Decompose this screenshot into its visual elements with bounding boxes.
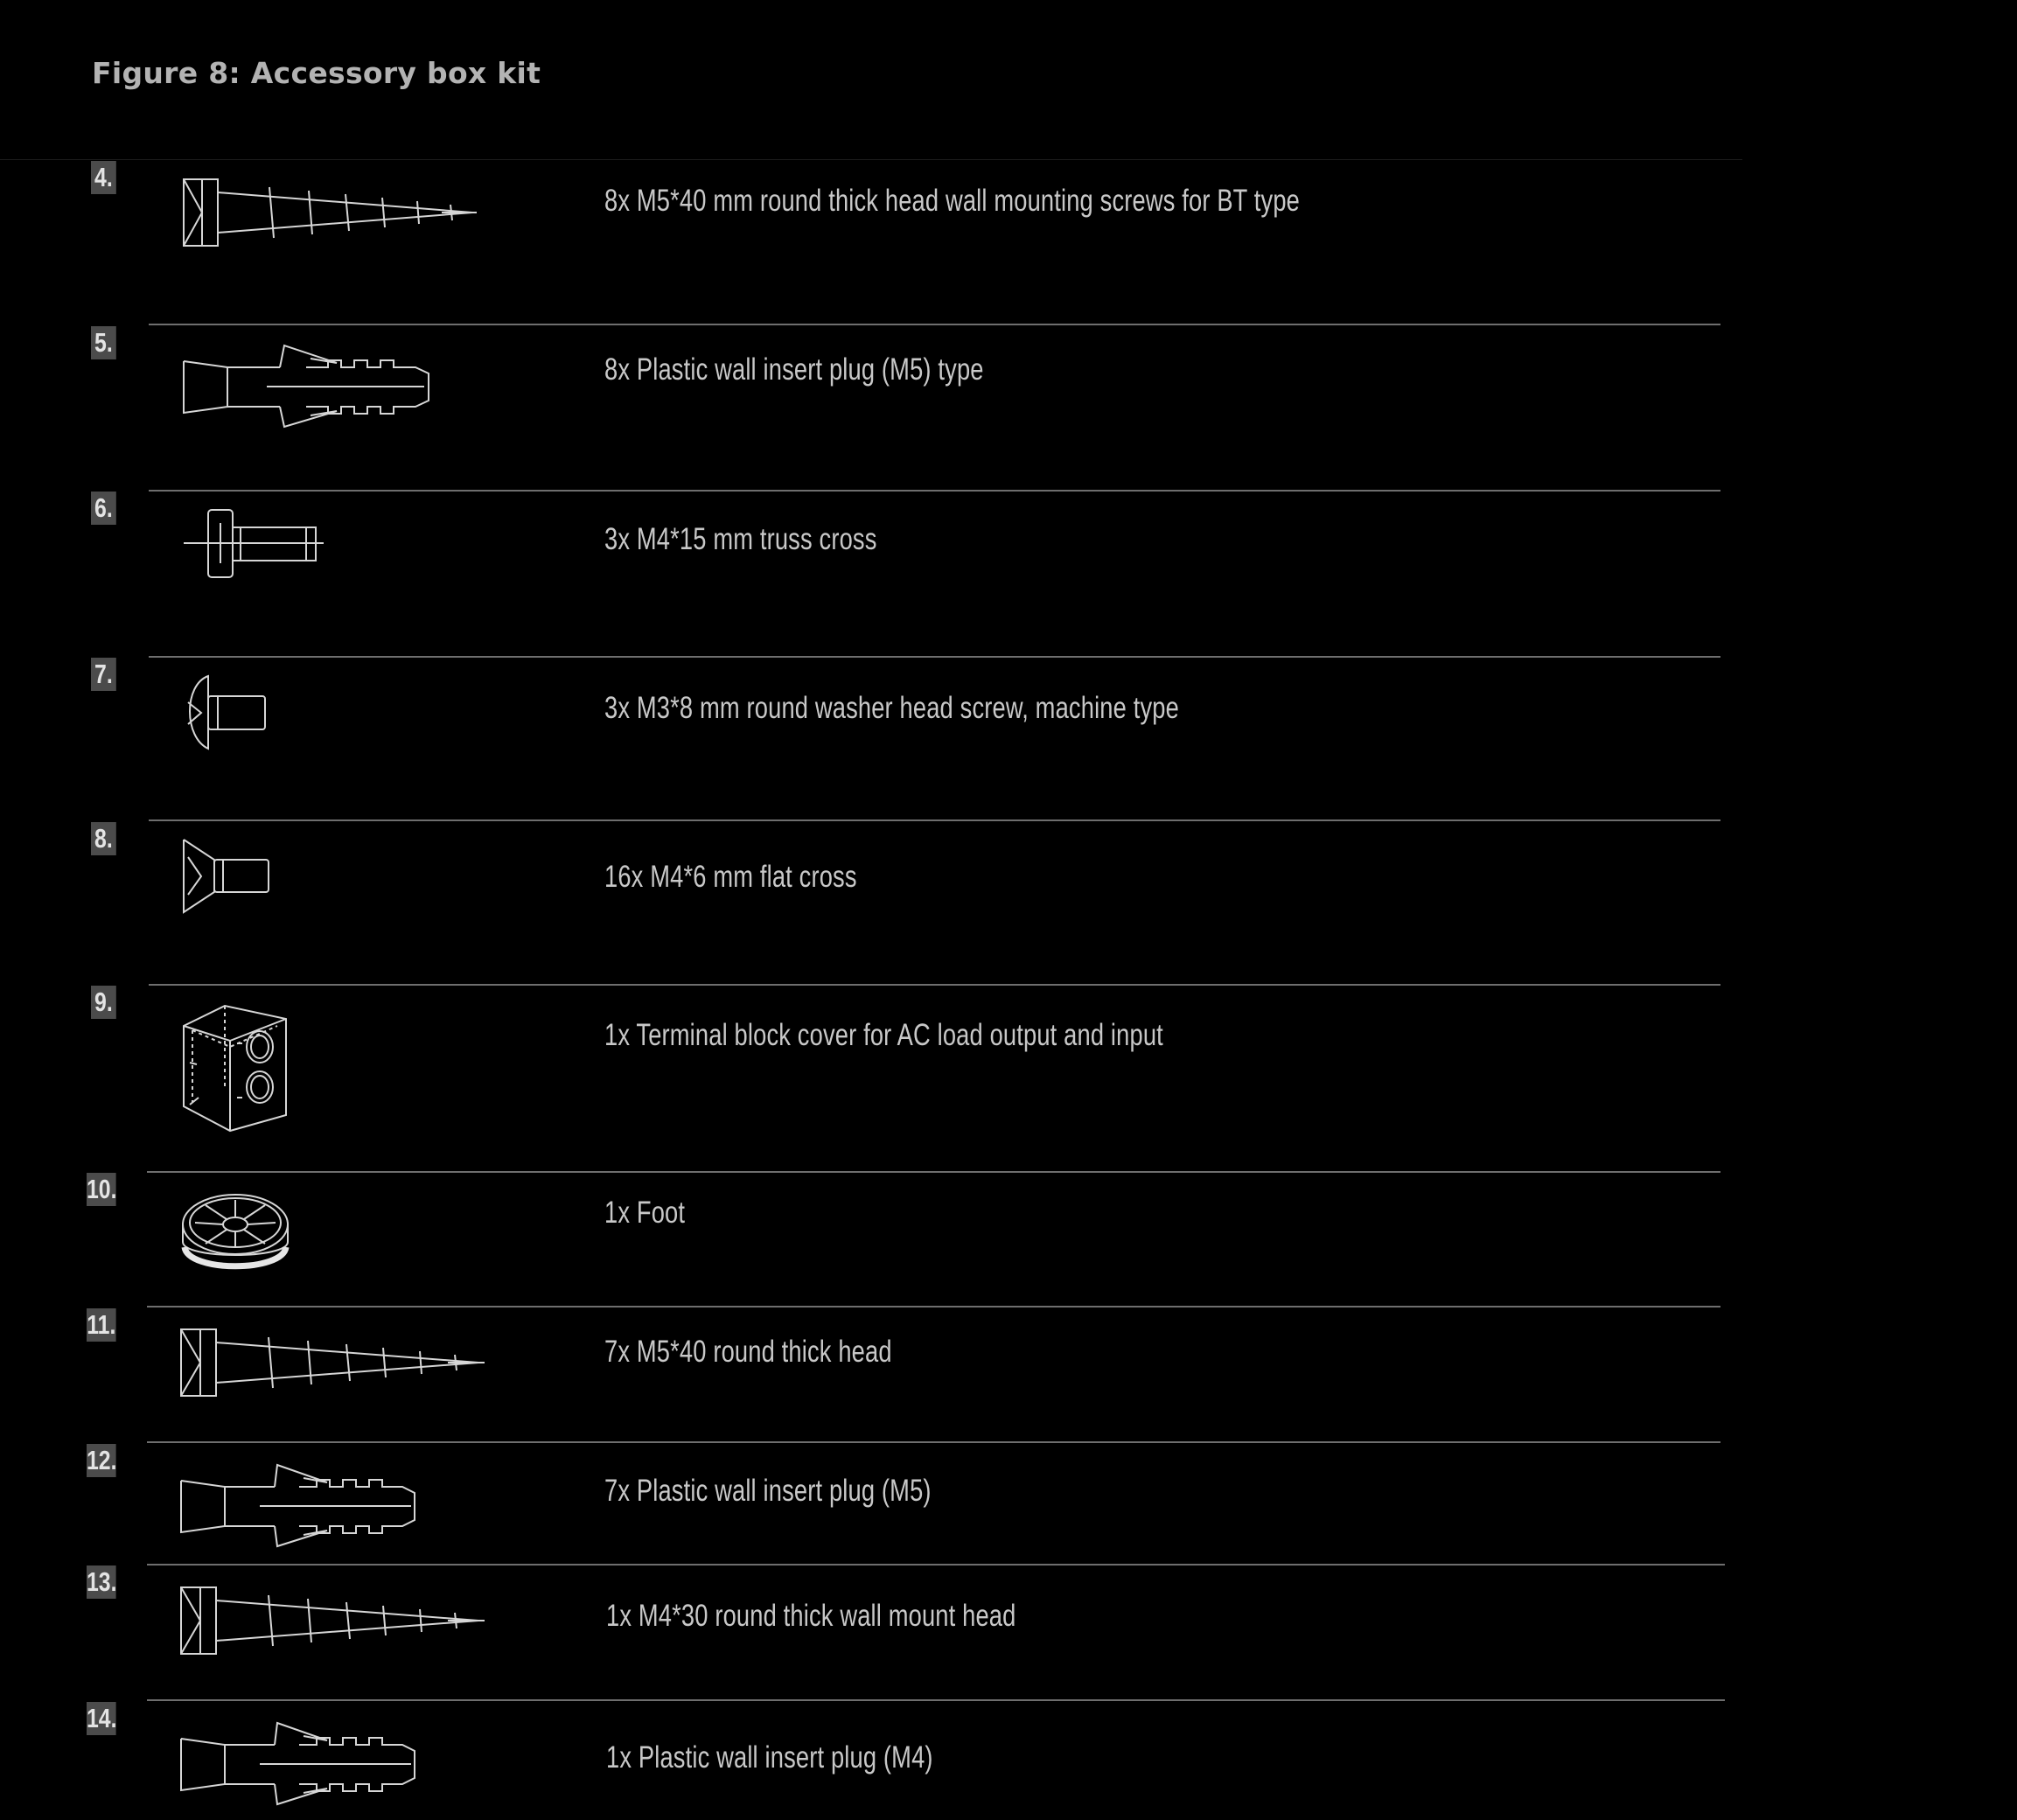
header-divider — [0, 159, 1742, 160]
item-number: 5. — [91, 326, 116, 359]
wall-plug-icon — [177, 1719, 430, 1806]
item-number: 9. — [91, 986, 116, 1019]
item-description: 8x M5*40 mm round thick head wall mounting screws for BT type — [604, 184, 1301, 218]
terminal-cover-icon — [179, 1001, 293, 1133]
item-description: 7x Plastic wall insert plug (M5) — [604, 1474, 932, 1508]
item-description: 3x M3*8 mm round washer head screw, machine type — [604, 691, 1179, 725]
row-divider — [149, 490, 1720, 492]
item-number: 7. — [91, 658, 116, 691]
washer-head-screw-icon — [179, 672, 276, 755]
item-number: 14. — [87, 1703, 117, 1733]
item-description: 1x Plastic wall insert plug (M4) — [606, 1740, 933, 1775]
item-description: 1x Terminal block cover for AC load output and input — [604, 1018, 1163, 1052]
item-description: 7x M5*40 round thick head — [604, 1335, 892, 1369]
wood-screw-icon — [177, 1583, 492, 1662]
item-number: 10. — [87, 1174, 117, 1204]
item-description: 1x Foot — [604, 1196, 686, 1230]
wall-plug-icon — [177, 1461, 430, 1548]
row-divider — [147, 1699, 1725, 1701]
row-divider — [149, 324, 1720, 325]
row-divider — [147, 1441, 1720, 1443]
row-divider — [149, 984, 1720, 986]
figure-title: Figure 8: Accessory box kit — [92, 56, 541, 90]
flat-screw-icon — [179, 835, 280, 918]
item-description: 16x M4*6 mm flat cross — [604, 860, 857, 894]
wood-screw-icon — [179, 175, 485, 254]
truss-screw-icon — [179, 506, 328, 584]
foot-icon — [179, 1189, 293, 1281]
item-number: 12. — [87, 1445, 117, 1475]
item-number: 4. — [91, 161, 116, 194]
wall-plug-icon — [179, 341, 442, 429]
row-divider — [147, 1306, 1720, 1307]
item-description: 3x M4*15 mm truss cross — [604, 522, 877, 556]
wood-screw-icon — [177, 1325, 492, 1404]
item-description: 1x M4*30 round thick wall mount head — [606, 1599, 1016, 1633]
row-divider — [149, 819, 1720, 821]
item-number: 8. — [91, 822, 116, 855]
item-number: 13. — [87, 1566, 117, 1597]
item-number: 11. — [87, 1309, 116, 1340]
item-number: 6. — [91, 492, 116, 525]
item-description: 8x Plastic wall insert plug (M5) type — [604, 352, 984, 387]
row-divider — [149, 656, 1720, 658]
row-divider — [147, 1171, 1720, 1173]
row-divider — [147, 1564, 1725, 1565]
